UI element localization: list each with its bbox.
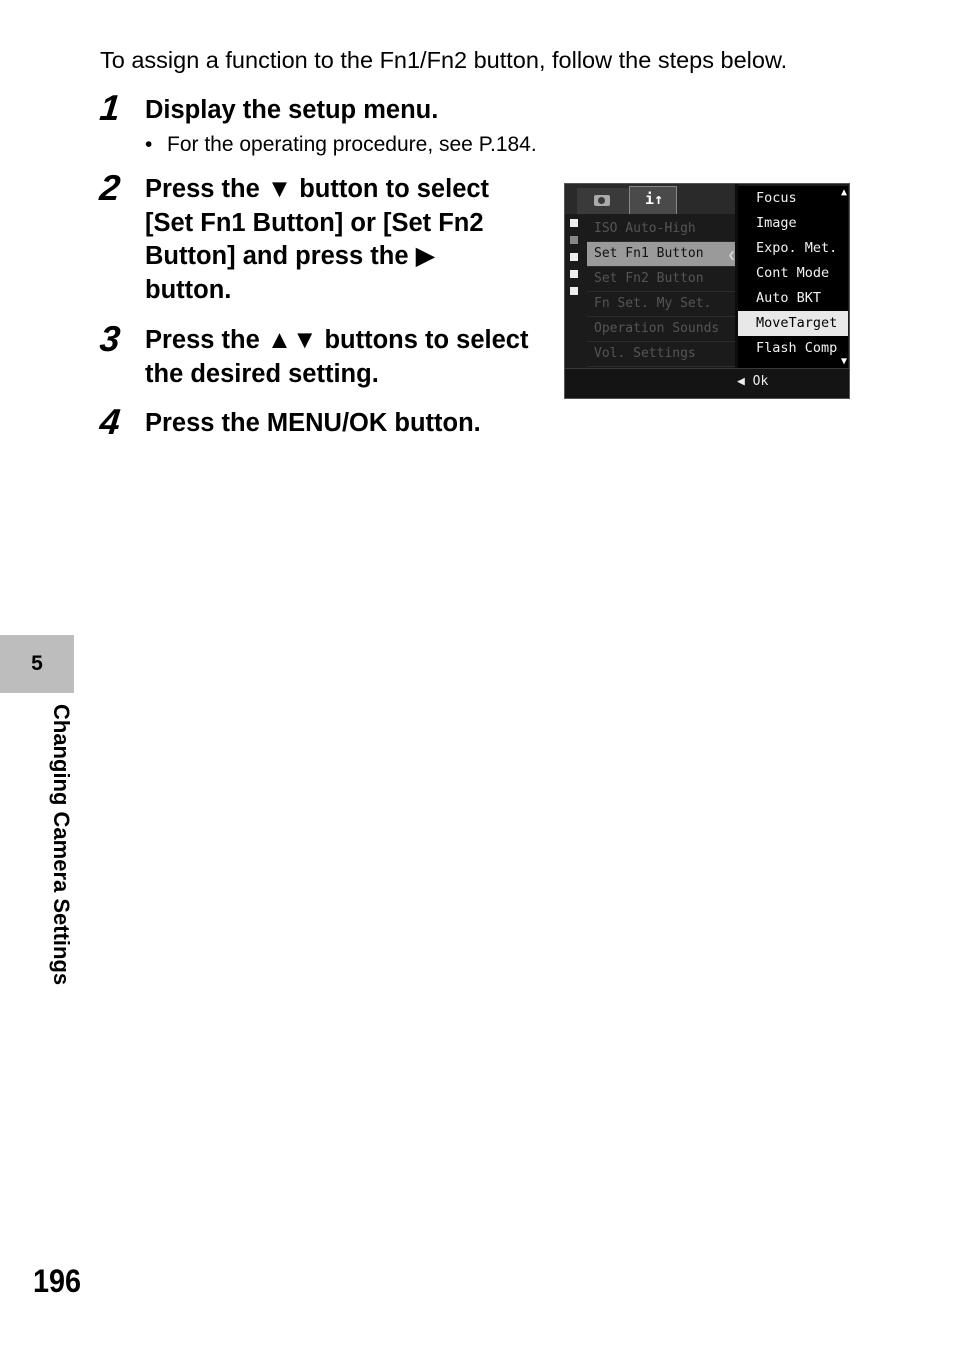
page-dot: [570, 287, 578, 295]
page-dot: [570, 270, 578, 278]
step-2-line: [Set Fn1 Button] or [Set Fn2: [145, 208, 484, 237]
step-2-line: Press the ▼ button to select: [145, 175, 490, 203]
menu-item: ISO Auto-High: [587, 217, 737, 242]
camera-icon: [594, 195, 610, 206]
tab-bar: [565, 184, 737, 214]
option-item: Auto BKT: [756, 290, 822, 306]
step-2-line: button.: [145, 275, 232, 304]
step-number-3: 3: [97, 318, 123, 359]
chevron-left-icon: ❮: [728, 248, 736, 262]
option-item: Expo. Met.: [756, 240, 838, 256]
page-indicator: [565, 214, 587, 368]
step-number-4: 4: [97, 401, 123, 442]
chapter-number: 5: [31, 652, 43, 675]
option-item: Cont Mode: [756, 265, 830, 281]
page-dot: [570, 219, 578, 227]
step-1-text: Display the setup menu.: [145, 96, 439, 124]
camera-screen-illustration: [564, 183, 850, 399]
step-4-text: Press the MENU/OK button.: [145, 409, 481, 437]
tab-shooting: [577, 188, 629, 214]
step-2-line: Button] and press the ▶: [145, 242, 436, 270]
options-panel: [738, 186, 848, 368]
setup-icon: i↑: [645, 190, 664, 208]
ok-label: ◀ Ok: [737, 374, 769, 389]
menu-item-selected: Set Fn1 Button: [587, 242, 737, 267]
scroll-up-icon: ▲: [840, 187, 847, 198]
page-dot: [570, 236, 578, 244]
step-1-note-text: For the operating procedure, see P.184.: [167, 133, 537, 156]
step-number-1: 1: [97, 87, 123, 128]
step-3-text: [145, 324, 528, 391]
option-item-selected: MoveTarget: [738, 311, 848, 336]
option-item: Focus: [756, 190, 797, 206]
menu-item: Fn Set. My Set.: [587, 292, 737, 317]
step-1-note: • For the operating procedure, see P.184.: [145, 133, 537, 156]
step-3-line: the desired setting.: [145, 359, 379, 388]
menu-item: Set Fn2 Button: [587, 267, 737, 292]
intro-text: To assign a function to the Fn1/Fn2 button, follow the steps below.: [100, 47, 788, 73]
bottom-bar: [565, 368, 850, 399]
step-number-2: 2: [97, 167, 123, 208]
step-3-line: Press the ▲▼ buttons to select: [145, 326, 529, 354]
chapter-title: Changing Camera Settings: [49, 704, 74, 986]
setup-menu-list: [587, 217, 737, 367]
scroll-down-icon: ▼: [840, 356, 847, 367]
page-dot: [570, 253, 578, 261]
option-item: Image: [756, 215, 797, 231]
menu-item: Operation Sounds: [587, 317, 737, 342]
chapter-tab: [0, 635, 74, 693]
step-2-text: [145, 173, 489, 307]
page-number: 196: [33, 1263, 82, 1299]
menu-item: Vol. Settings: [587, 342, 737, 367]
tab-setup: [629, 186, 677, 214]
option-item: Flash Comp: [756, 340, 838, 356]
